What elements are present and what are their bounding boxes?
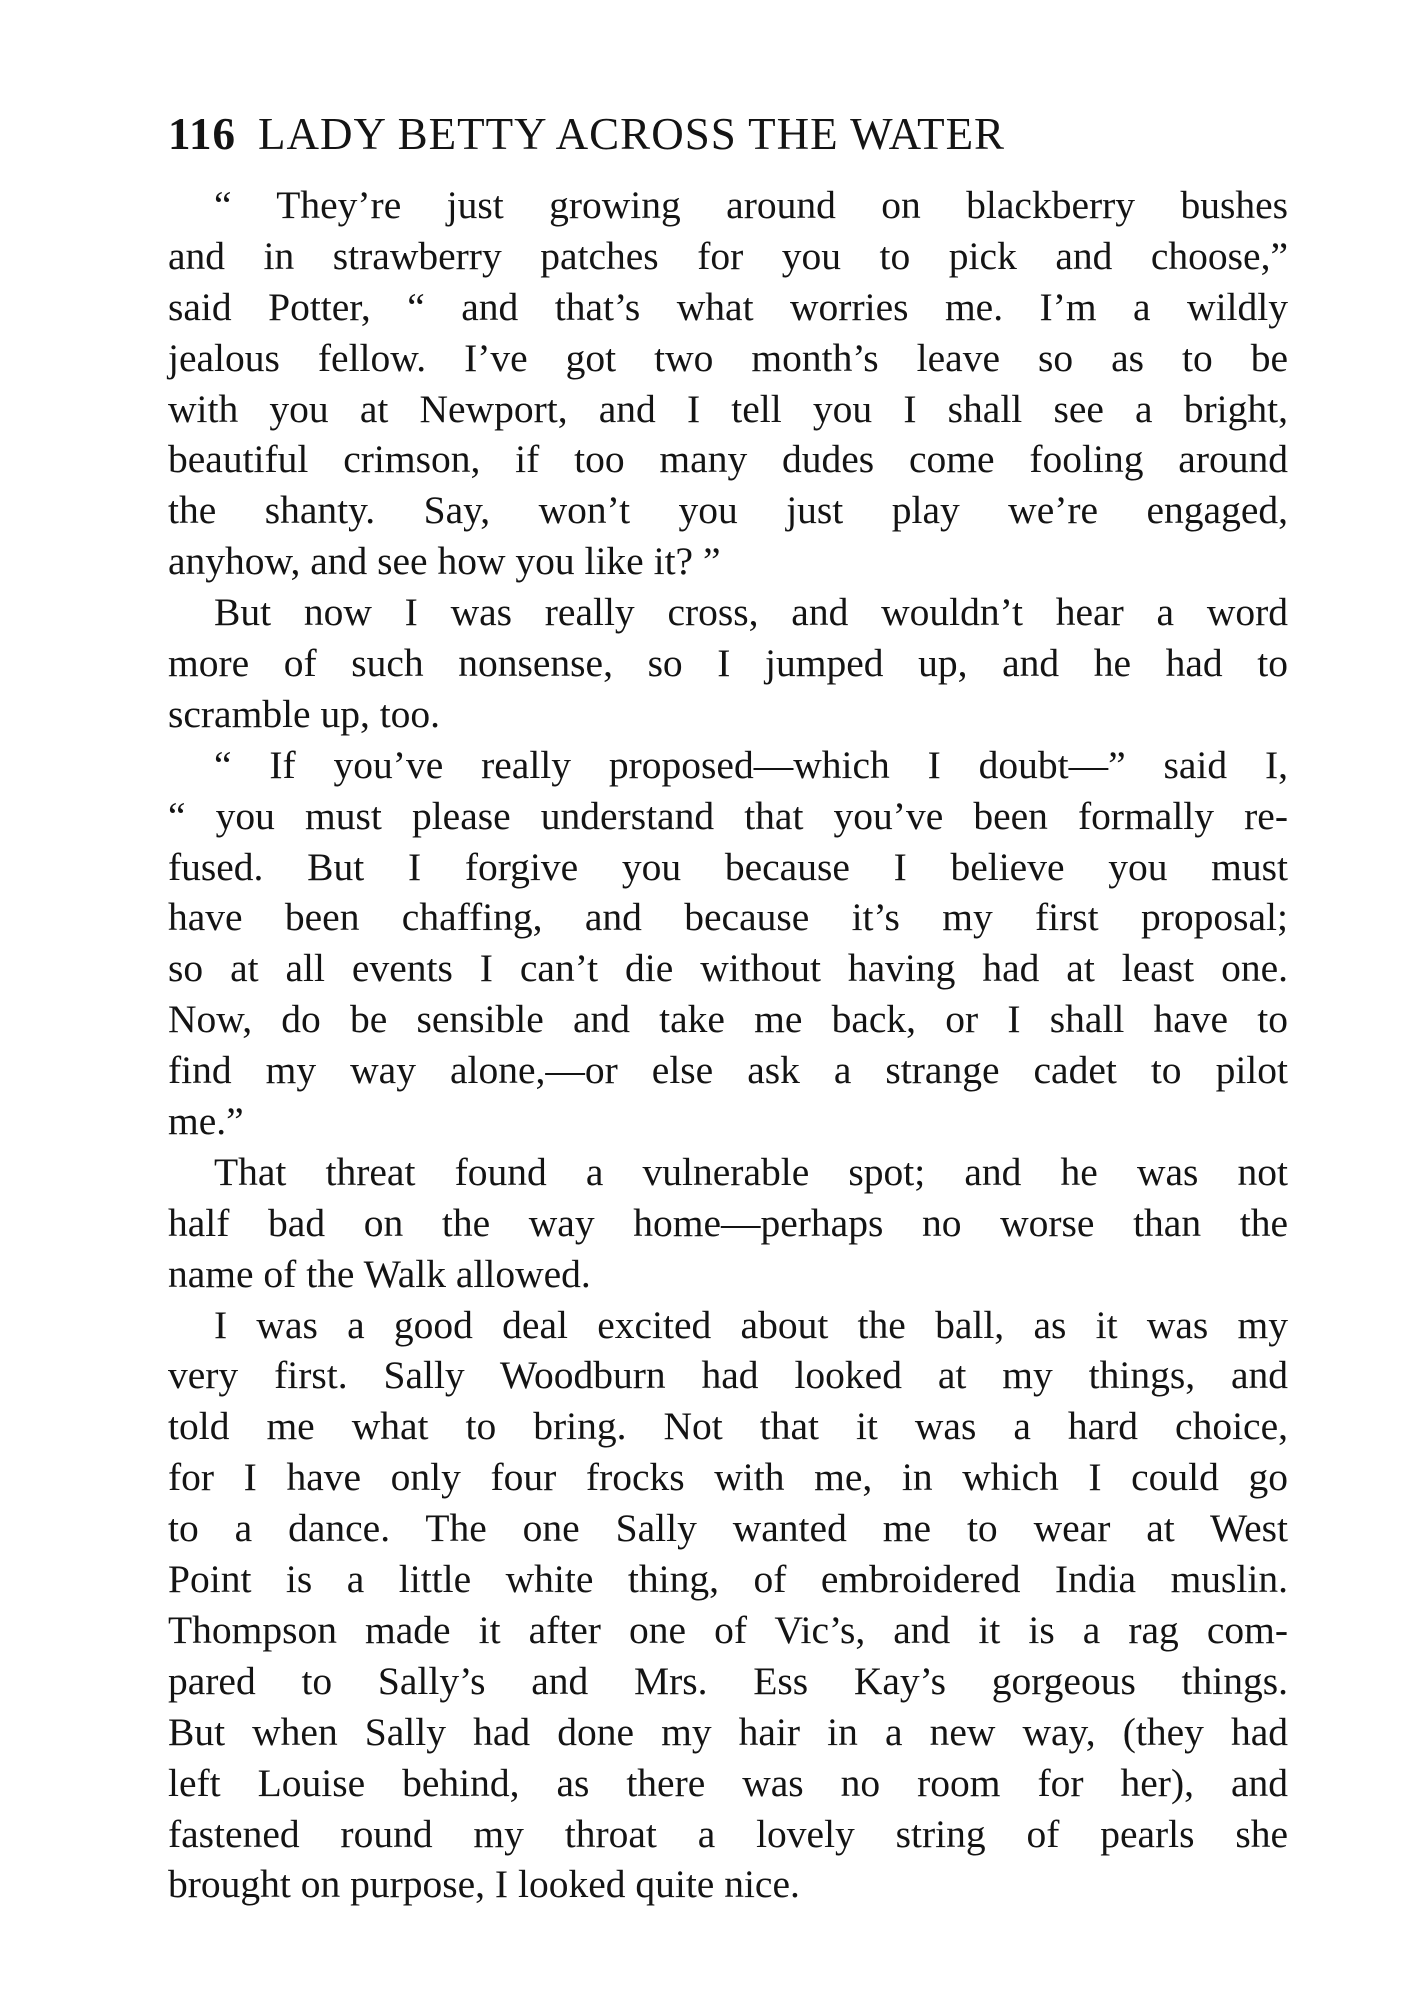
text-line: That threat found a vulnerable spot; and he was not [214,1149,1288,1194]
text-line: anyhow, and see how you like it? ” [168,539,721,584]
text-line: have been chaffing, and because it’s my first proposal; [168,895,1288,940]
text-line: brought on purpose, I looked quite nice. [168,1862,800,1907]
text-line: Thompson made it after one of Vic’s, and it is a rag com- [168,1607,1288,1652]
text-line: half bad on the way home—perhaps no worse than the [168,1200,1288,1245]
running-title: LADY BETTY ACROSS THE WATER [258,109,1006,159]
text-line: with you at Newport, and I tell you I shall see a bright, [168,386,1288,431]
paragraph [168,180,1288,587]
running-header [168,108,1288,168]
text-line: scramble up, too. [168,691,441,736]
text-line: “ you must please understand that you’ve been formally re- [168,793,1288,838]
text-line: the shanty. Say, won’t you just play we’re engaged, [168,488,1288,533]
text-line: pared to Sally’s and Mrs. Ess Kay’s gorgeous things. [168,1658,1288,1703]
text-line: find my way alone,—or else ask a strange cadet to pilot [168,1048,1288,1093]
text-line: fused. But I forgive you because I believe you must [168,844,1288,889]
text-line: “ They’re just growing around on blackberry bushes [214,183,1288,227]
text-line: Now, do be sensible and take me back, or I shall have to [168,997,1288,1042]
text-line: more of such nonsense, so I jumped up, and he had to [168,641,1288,686]
paragraph [168,740,1288,1147]
text-line: Point is a little white thing, of embroidered India muslin. [168,1557,1288,1602]
text-line: for I have only four frocks with me, in which I could go [168,1455,1288,1500]
text-line: beautiful crimson, if too many dudes come fooling around [168,437,1288,482]
text-line: “ If you’ve really proposed—which I doubt—” said I, [214,742,1288,787]
text-line: jealous fellow. I’ve got two month’s leave so as to be [168,335,1288,380]
text-line: told me what to bring. Not that it was a hard choice, [168,1404,1288,1449]
paragraph [168,1300,1288,1911]
paragraph [168,1147,1288,1300]
text-line: me.” [168,1099,244,1144]
text-line: But now I was really cross, and wouldn’t hear a word [214,590,1288,635]
text-line: left Louise behind, as there was no room for her), and [168,1760,1288,1805]
text-line: fastened round my throat a lovely string of pearls she [168,1811,1288,1856]
body-text [168,180,1288,1910]
text-line: and in strawberry patches for you to pick and choose,” [168,233,1288,278]
text-line: I was a good deal excited about the ball, as it was my [214,1302,1288,1347]
text-line: to a dance. The one Sally wanted me to wear at West [168,1506,1288,1551]
paragraph [168,587,1288,740]
text-line: But when Sally had done my hair in a new way, (they had [168,1709,1288,1754]
text-line: so at all events I can’t die without having had at least one. [168,946,1288,991]
text-line: said Potter, “ and that’s what worries me. I’m a wildly [168,284,1288,329]
text-line: very first. Sally Woodburn had looked at my things, and [168,1353,1288,1398]
text-line: name of the Walk allowed. [168,1251,591,1296]
page-number: 116 [168,109,237,159]
